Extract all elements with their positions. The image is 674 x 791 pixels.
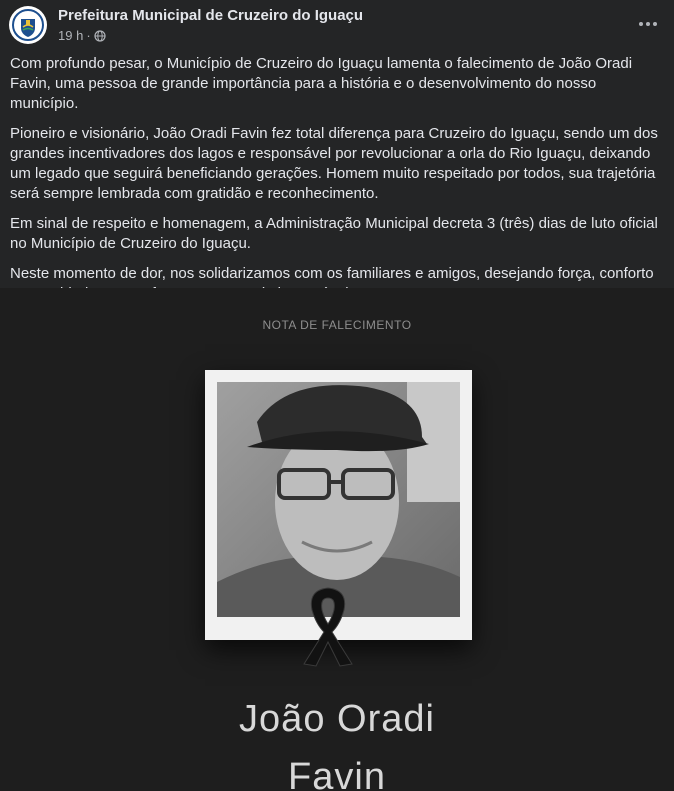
post-header	[0, 0, 674, 52]
deceased-name-line2: Favin	[288, 756, 386, 791]
post-image[interactable]	[0, 288, 674, 791]
post-message	[10, 54, 665, 314]
page-name-link[interactable]: Prefeitura Municipal de Cruzeiro do Iguaçu	[58, 7, 364, 24]
post-paragraph: Em sinal de respeito e homenagem, a Administração Municipal decreta 3 (três) dias de luto oficial no Município de Cruzeiro do Iguaçu.	[10, 215, 658, 252]
deceased-name-line1: João Oradi	[239, 698, 435, 740]
post-options-button[interactable]	[634, 12, 662, 36]
post-paragraph: Neste momento de dor, nos solidarizamos com os familiares e amigos, desejando força, conforto	[10, 265, 654, 282]
post-paragraph: Com profundo pesar, o Município de Cruzeiro do Iguaçu lamenta o falecimento de João Oradi Favin, uma pessoa de grande importância para a história e o desenvolvimento do nosso município.	[10, 55, 633, 112]
meta-separator: ·	[86, 28, 91, 43]
page-avatar[interactable]	[9, 6, 47, 44]
municipal-crest-icon	[9, 6, 47, 44]
portrait-illustration	[217, 382, 460, 617]
post-meta	[58, 28, 106, 43]
post-paragraph: Pioneiro e visionário, João Oradi Favin fez total diferença para Cruzeiro do Iguaçu, sendo um dos grandes incentivadores dos lagos e responsável por revolucionar a orla do Rio Iguaçu, deixando um legado que seguirá beneficiando gerações. Homem muito respeitado por todos, sua trajetória será sempre lembrada com gratidão e reconhecimento.	[10, 125, 658, 202]
mourning-ribbon-icon	[300, 584, 356, 673]
portrait-photo	[217, 382, 460, 617]
obituary-heading: NOTA DE FALECIMENTO	[262, 318, 412, 332]
more-horizontal-icon	[638, 21, 658, 27]
globe-icon	[94, 30, 106, 42]
post-timestamp[interactable]: 19 h	[58, 28, 84, 43]
